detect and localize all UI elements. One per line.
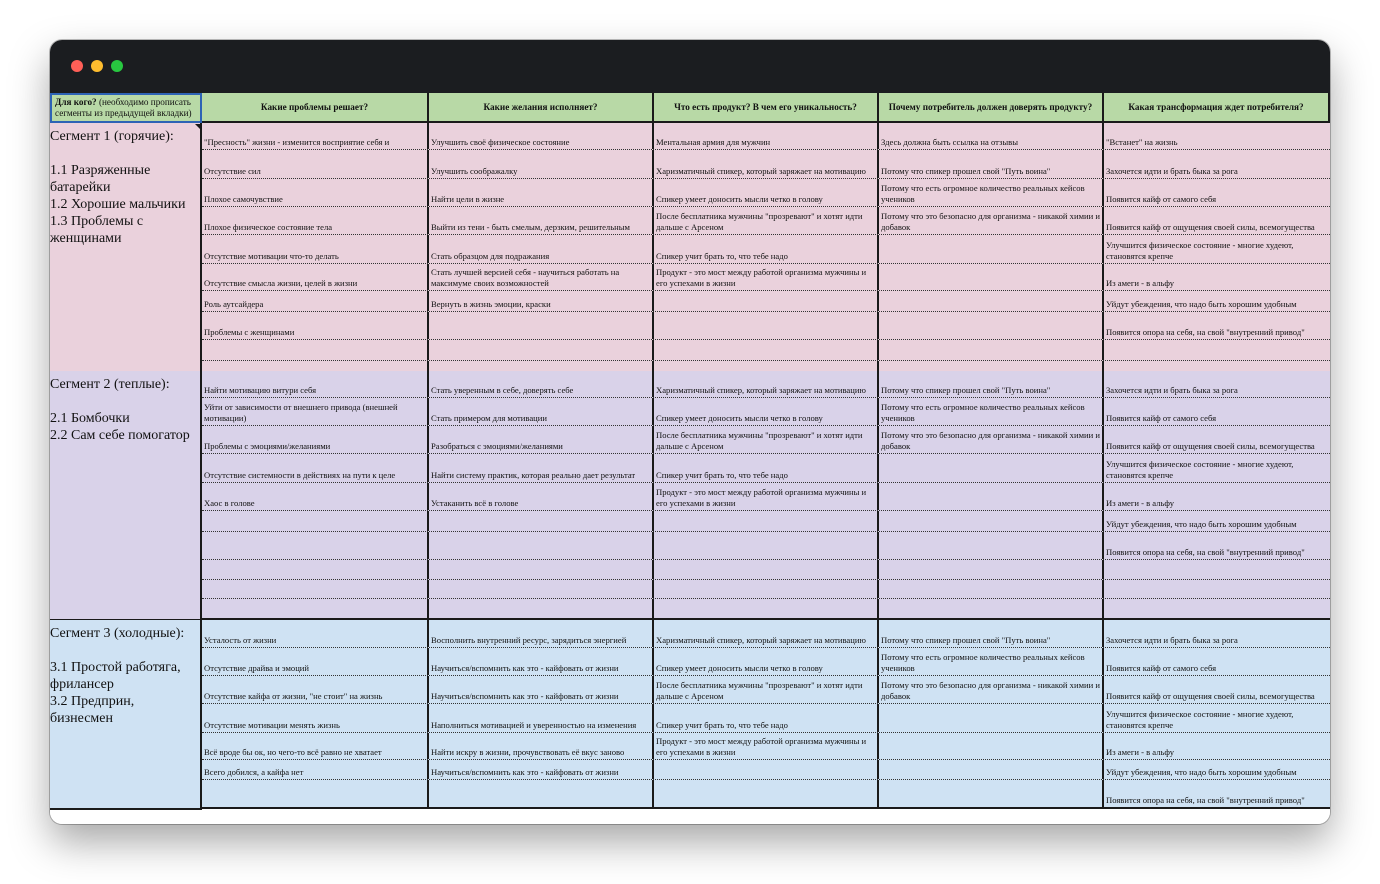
cell-text: Потому что есть огромное количество реальных кейсов учеников [881,402,1085,423]
cell-text: Уйдут убеждения, что надо быть хорошим удобным [1106,299,1297,309]
table-cell[interactable] [429,560,654,579]
table-cell[interactable] [879,620,1104,647]
table-cell[interactable] [202,760,429,779]
cell-text: Появится кайф от самого себя [1106,194,1217,204]
cell-text: Появится опора на себя, на свой "внутренний привод" [1106,547,1305,557]
segment-3-label-cell[interactable]: Сегмент 3 (холодные): 3.1 Простой работяга, фрилансер 3.2 Предприн, бизнесмен [50,620,202,810]
table-cell[interactable] [654,676,879,703]
table-row [202,648,1330,676]
cell-text: Харизматичный спикер, который заряжает на мотивацию [656,385,866,395]
table-cell[interactable] [654,648,879,675]
table-cell[interactable] [202,264,429,290]
table-cell[interactable] [202,179,429,206]
table-cell[interactable] [1104,580,1330,598]
table-cell[interactable] [429,340,654,360]
table-cell[interactable] [429,398,654,425]
cell-text: Разобраться с эмоциями/желаниями [431,441,563,451]
cell-text: Научиться/вспомнить как это - кайфовать от жизни [431,767,619,777]
cell-text: Из амеги - в альфу [1106,278,1175,288]
table-cell[interactable] [1104,207,1330,234]
table-cell[interactable] [654,235,879,263]
table-cell[interactable] [879,371,1104,397]
table-cell[interactable] [654,511,879,531]
cell-text: Улучшится физическое состояние - многие худеют, становятся крепче [1106,240,1294,261]
table-cell[interactable] [1104,620,1330,647]
table-cell[interactable] [202,532,429,559]
table-cell[interactable] [429,733,654,759]
table-cell[interactable] [654,291,879,311]
table-cell[interactable] [429,291,654,311]
table-row [202,760,1330,780]
cell-text: Харизматичный спикер, который заряжает на мотивацию [656,635,866,645]
table-cell[interactable] [879,340,1104,360]
table-cell[interactable] [429,454,654,482]
table-cell[interactable] [429,179,654,206]
table-cell[interactable] [654,580,879,598]
cell-text: Захочется идти и брать быка за рога [1106,166,1238,176]
segment-1-label-cell[interactable]: Сегмент 1 (горячие): 1.1 Разряженные батарейки 1.2 Хорошие мальчики 1.3 Проблемы с женщинами [50,123,202,381]
cell-text: Стать примером для мотивации [431,413,547,423]
table-cell[interactable] [429,511,654,531]
table-cell[interactable] [202,620,429,647]
cell-text: Продукт - это мост между работой организма мужчины и его успехами в жизни [656,267,867,288]
cell-text: Научиться/вспомнить как это - кайфовать от жизни [431,691,619,701]
cell-text: Улучшить соображалку [431,166,518,176]
table-cell[interactable] [1104,780,1330,807]
table-cell[interactable] [202,150,429,178]
table-row [202,371,1330,398]
cell-text: Из амеги - в альфу [1106,498,1175,508]
cell-text: Ментальная армия для мужчин [656,137,771,147]
cell-text: Отсутствие мотивации менять жизнь [204,720,340,730]
table-cell[interactable] [654,532,879,559]
cell-text: Стать уверенным в себе, доверять себе [431,385,574,395]
table-row [202,620,1330,648]
table-row [202,235,1330,264]
table-cell[interactable] [202,483,429,510]
close-window-button[interactable] [71,60,83,72]
cell-text: Отсутствие кайфа от жизни, "не стоит" на жизнь [204,691,383,701]
table-cell[interactable] [429,207,654,234]
table-cell[interactable] [202,340,429,360]
table-cell[interactable] [1104,733,1330,759]
table-cell[interactable] [654,150,879,178]
table-cell[interactable] [879,704,1104,732]
table-cell[interactable] [879,454,1104,482]
cell-text: Уйти от зависимости от внешнего привода (внешней мотивации) [204,402,398,423]
cell-text: Найти искру в жизни, прочувствовать её вкус заново [431,747,625,757]
table-cell[interactable] [879,398,1104,425]
table-cell[interactable] [1104,511,1330,531]
table-cell[interactable] [879,264,1104,290]
cell-text: Усталость от жизни [204,635,277,645]
zoom-window-button[interactable] [111,60,123,72]
header-cell-col-2[interactable]: Какие желания исполняет? [429,93,654,123]
table-cell[interactable] [654,780,879,807]
table-cell[interactable] [1104,454,1330,482]
cell-text: Отсутствие мотивации что-то делать [204,251,339,261]
cell-text: Отсутствие сил [204,166,261,176]
table-cell[interactable] [654,620,879,647]
cell-text: Потому что это безопасно для организма - никакой химии и добавок [881,680,1100,701]
table-cell[interactable] [654,483,879,510]
table-cell[interactable] [879,483,1104,510]
table-row [202,398,1330,426]
cell-text: Потому что это безопасно для организма - никакой химии и добавок [881,430,1100,451]
cell-text: После бесплатника мужчины "прозревают" и хотят идти дальше с Арсеном [656,430,863,451]
table-cell[interactable] [202,207,429,234]
table-cell[interactable] [1104,532,1330,559]
cell-text: Восполнить внутренний ресурс, зарядиться энергией [431,635,627,645]
header-cell-col-5[interactable]: Какая трансформация ждет потребителя? [1104,93,1330,123]
cell-text: Всё вроде бы ок, но чего-то всё равно не хватает [204,747,382,757]
table-row [202,426,1330,454]
cell-text: Улучшить своё физическое состояние [431,137,570,147]
table-cell[interactable] [1104,560,1330,579]
table-cell[interactable] [202,123,429,149]
table-cell[interactable] [654,560,879,579]
table-cell[interactable] [202,599,429,618]
table-cell[interactable] [879,291,1104,311]
table-row [202,207,1330,235]
cell-text: Хаос в голове [204,498,255,508]
header-cell-col-1[interactable]: Какие проблемы решает? [202,93,429,123]
cell-text: Потому что спикер прошел свой "Путь воина" [881,385,1051,395]
table-row [202,511,1330,532]
table-cell[interactable] [429,648,654,675]
cell-text: Спикер умеет доносить мысли четко в голову [656,413,823,423]
table-cell[interactable] [429,371,654,397]
table-cell[interactable] [879,676,1104,703]
minimize-window-button[interactable] [91,60,103,72]
table-cell[interactable] [1104,150,1330,178]
table-cell[interactable] [1104,179,1330,206]
cell-text: "Встанет" на жизнь [1106,137,1178,147]
table-cell[interactable] [1104,426,1330,453]
cell-text: Продукт - это мост между работой организма мужчины и его успехами в жизни [656,487,867,508]
table-row [202,733,1330,760]
table-cell[interactable] [202,676,429,703]
cell-text: Спикер учит брать то, что тебе надо [656,470,788,480]
header-for-whom-note: (необходимо прописать сегменты из предыдущей вкладки) [55,97,192,118]
cell-text: Выйти из тени - быть смелым, дерзким, решительным [431,222,630,232]
table-cell[interactable] [1104,235,1330,263]
cell-text: "Пресность" жизни - изменится восприятие себя и [204,137,390,147]
table-cell[interactable] [654,426,879,453]
cell-text: Устаканить всё в голове [431,498,519,508]
table-cell[interactable] [429,150,654,178]
cell-text: Спикер умеет доносить мысли четко в голову [656,663,823,673]
cell-text: Роль аутсайдера [204,299,264,309]
table-row [202,454,1330,483]
table-cell[interactable] [202,704,429,732]
table-cell[interactable] [879,733,1104,759]
table-cell[interactable] [879,780,1104,807]
table-cell[interactable] [1104,264,1330,290]
table-cell[interactable] [202,780,429,807]
table-row [202,340,1330,361]
table-cell[interactable] [654,264,879,290]
table-row [202,599,1330,620]
table-cell[interactable] [202,580,429,598]
header-cell-for-whom[interactable] [50,93,202,123]
cell-comment-marker [195,124,200,129]
table-cell[interactable] [654,733,879,759]
table-cell[interactable] [654,454,879,482]
table-cell[interactable] [879,150,1104,178]
table-cell[interactable] [1104,123,1330,149]
cell-text: Уйдут убеждения, что надо быть хорошим удобным [1106,767,1297,777]
cell-text: Появится кайф от ощущения своей силы, всемогущества [1106,691,1315,701]
cell-text: Плохое самочувствие [204,194,283,204]
cell-text: Отсутствие системности в действиях на пути к целе [204,470,396,480]
table-cell[interactable] [1104,398,1330,425]
table-row [202,123,1330,150]
table-cell[interactable] [654,398,879,425]
table-row [202,580,1330,599]
cell-text: Потому что спикер прошел свой "Путь воина" [881,635,1051,645]
cell-text: После бесплатника мужчины "прозревают" и хотят идти дальше с Арсеном [656,680,863,701]
table-row [202,532,1330,560]
table-cell[interactable] [879,599,1104,618]
table-cell[interactable] [202,371,429,397]
table-cell[interactable] [202,511,429,531]
cell-text: Здесь должна быть ссылка на отзывы [881,137,1018,147]
table-cell[interactable] [202,291,429,311]
table-cell[interactable] [1104,371,1330,397]
table-cell[interactable] [429,532,654,559]
table-cell[interactable] [879,511,1104,531]
window-titlebar [50,40,1330,93]
table-cell[interactable] [654,760,879,779]
cell-text: Из амеги - в альфу [1106,747,1175,757]
table-cell[interactable] [879,179,1104,206]
cell-text: Проблемы с женщинами [204,327,295,337]
cell-text: Захочется идти и брать быка за рога [1106,385,1238,395]
cell-text: Плохое физическое состояние тела [204,222,333,232]
cell-text: Появится опора на себя, на свой "внутренний привод" [1106,327,1305,337]
table-cell[interactable] [1104,483,1330,510]
cell-text: Спикер учит брать то, что тебе надо [656,720,788,730]
cell-text: Спикер умеет доносить мысли четко в голову [656,194,823,204]
cell-text: Вернуть в жизнь эмоции, краски [431,299,551,309]
cell-text: Потому что это безопасно для организма - никакой химии и добавок [881,211,1100,232]
table-cell[interactable] [429,580,654,598]
table-row [202,264,1330,291]
table-cell[interactable] [429,760,654,779]
table-cell[interactable] [654,207,879,234]
cell-text: Захочется идти и брать быка за рога [1106,635,1238,645]
table-row [202,179,1330,207]
table-row [202,676,1330,704]
table-cell[interactable] [654,340,879,360]
table-cell[interactable] [429,426,654,453]
cell-text: Появится кайф от ощущения своей силы, всемогущества [1106,441,1315,451]
table-cell[interactable] [879,648,1104,675]
cell-text: Найти цели в жизне [431,194,505,204]
cell-text: Появится опора на себя, на свой "внутренний привод" [1106,795,1305,805]
cell-text: Потому что есть огромное количество реальных кейсов учеников [881,183,1085,204]
table-row [202,150,1330,179]
table-cell[interactable] [654,599,879,618]
cell-text: Отсутствие смысла жизни, целей в жизни [204,278,358,288]
table-cell[interactable] [429,483,654,510]
table-cell[interactable] [879,532,1104,559]
table-cell[interactable] [202,648,429,675]
table-cell[interactable] [429,264,654,290]
table-cell[interactable] [1104,704,1330,732]
cell-text: Проблемы с эмоциями/желаниями [204,441,331,451]
table-cell[interactable] [1104,340,1330,360]
cell-text: Отсутствие драйва и эмоций [204,663,309,673]
table-cell[interactable] [1104,760,1330,779]
table-row [202,560,1330,580]
cell-text: Стать лучшей версией себя - научиться работать на максимуме своих возможностей [431,267,620,288]
cell-text: Улучшится физическое состояние - многие худеют, становятся крепче [1106,709,1294,730]
table-row [202,780,1330,809]
cell-text: Продукт - это мост между работой организма мужчины и его успехами в жизни [656,736,867,757]
table-cell[interactable] [654,179,879,206]
cell-text: Харизматичный спикер, который заряжает на мотивацию [656,166,866,176]
header-cell-col-4[interactable]: Почему потребитель должен доверять продукту? [879,93,1104,123]
table-cell[interactable] [879,235,1104,263]
table-cell[interactable] [202,454,429,482]
cell-text: Появится кайф от ощущения своей силы, всемогущества [1106,222,1315,232]
table-cell[interactable] [202,426,429,453]
cell-text: Уйдут убеждения, что надо быть хорошим удобным [1106,519,1297,529]
cell-text: Стать образцом для подражания [431,251,550,261]
table-cell[interactable] [429,676,654,703]
table-cell[interactable] [879,760,1104,779]
table-row [202,291,1330,312]
table-row [202,312,1330,340]
cell-text: Улучшится физическое состояние - многие худеют, становятся крепче [1106,459,1294,480]
cell-text: Спикер учит брать то, что тебе надо [656,251,788,261]
table-cell[interactable] [1104,599,1330,618]
table-row [202,704,1330,733]
cell-text: Всего добился, а кайфа нет [204,767,304,777]
table-cell[interactable] [879,312,1104,339]
spreadsheet-grid [50,93,1330,824]
cell-text: Появится кайф от самого себя [1106,663,1217,673]
cell-text: Найти мотивацию витури себя [204,385,317,395]
cell-text: Наполниться мотивацией и уверенностью на изменения [431,720,637,730]
table-cell[interactable] [654,312,879,339]
table-cell[interactable] [654,371,879,397]
segment-2-label-cell[interactable]: Сегмент 2 (теплые): 2.1 Бомбочки 2.2 Сам себе помогатор [50,371,202,621]
table-cell[interactable] [202,312,429,339]
table-row [202,483,1330,511]
header-for-whom-bold: Для кого? [55,97,97,107]
table-cell[interactable] [654,704,879,732]
table-cell[interactable] [879,560,1104,579]
table-cell[interactable] [429,704,654,732]
table-cell[interactable] [1104,312,1330,339]
table-cell[interactable] [429,123,654,149]
table-cell[interactable] [879,207,1104,234]
table-cell[interactable] [654,123,879,149]
table-cell[interactable] [429,235,654,263]
table-cell[interactable] [1104,648,1330,675]
table-cell[interactable] [879,580,1104,598]
table-cell[interactable] [202,398,429,425]
cell-text: Научиться/вспомнить как это - кайфовать от жизни [431,663,619,673]
cell-text: Потому что есть огромное количество реальных кейсов учеников [881,652,1085,673]
cell-text: Потому что спикер прошел свой "Путь воина" [881,166,1051,176]
table-cell[interactable] [879,426,1104,453]
table-cell[interactable] [429,620,654,647]
table-cell[interactable] [1104,291,1330,311]
cell-text: После бесплатника мужчины "прозревают" и хотят идти дальше с Арсеном [656,211,863,232]
table-cell[interactable] [1104,676,1330,703]
table-cell[interactable] [429,599,654,618]
cell-text: Появится кайф от самого себя [1106,413,1217,423]
table-cell[interactable] [429,312,654,339]
header-cell-col-3[interactable]: Что есть продукт? В чем его уникальность? [654,93,879,123]
table-cell[interactable] [429,780,654,807]
table-cell[interactable] [202,733,429,759]
cell-text: Найти систему практик, которая реально дает результат [431,470,636,480]
app-window [50,40,1330,824]
table-cell[interactable] [202,235,429,263]
table-cell[interactable] [202,560,429,579]
table-cell[interactable] [879,123,1104,149]
